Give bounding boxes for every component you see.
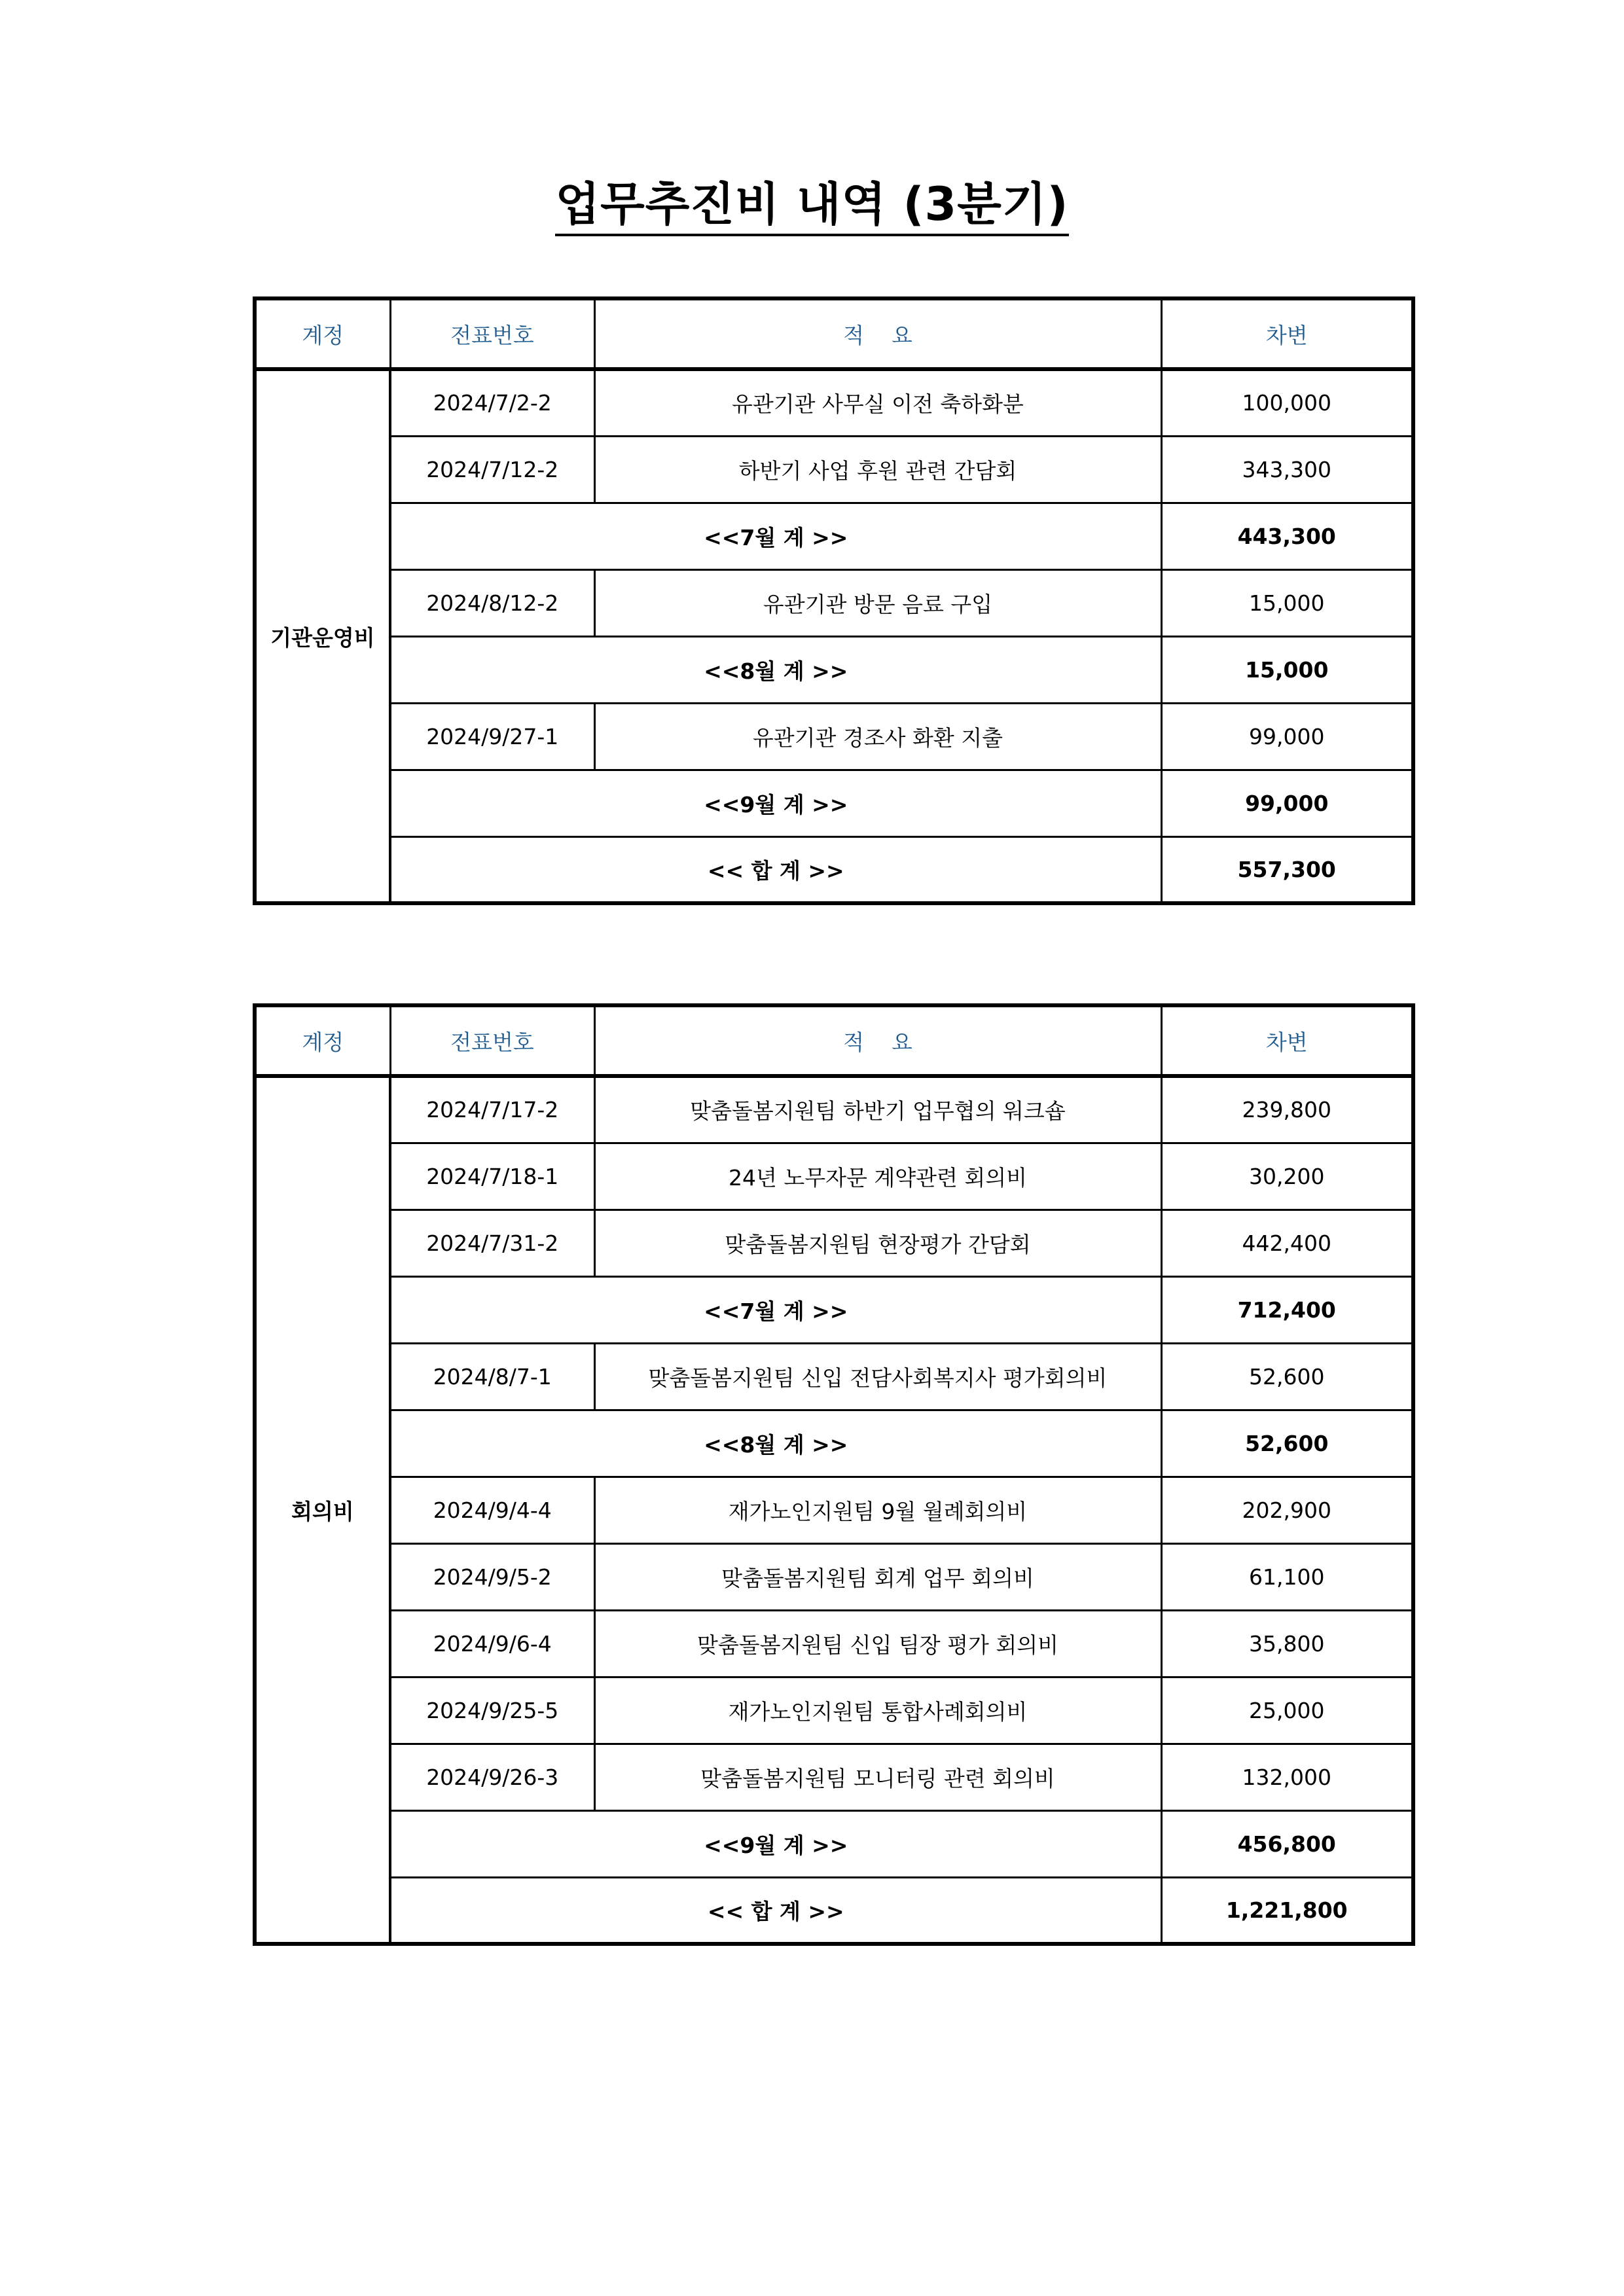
header-voucher: 전표번호 — [390, 298, 594, 369]
subtotal-row — [255, 1276, 1413, 1343]
summary-cell: 맞춤돌봄지원팀 회계 업무 회의비 — [594, 1543, 1161, 1610]
total-amount: 557,300 — [1161, 836, 1413, 903]
summary-cell: 유관기관 사무실 이전 축하화분 — [594, 369, 1161, 436]
amount-cell: 442,400 — [1161, 1210, 1413, 1276]
total-row — [255, 836, 1413, 903]
table-header-row — [255, 1005, 1413, 1076]
voucher-cell: 2024/9/5-2 — [390, 1543, 594, 1610]
voucher-cell: 2024/7/31-2 — [390, 1210, 594, 1276]
header-account: 계정 — [255, 298, 390, 369]
subtotal-amount: 52,600 — [1161, 1410, 1413, 1477]
amount-cell: 35,800 — [1161, 1610, 1413, 1677]
voucher-cell: 2024/7/17-2 — [390, 1076, 594, 1143]
table-row — [255, 1477, 1413, 1543]
table-row — [255, 369, 1413, 436]
table-row — [255, 436, 1413, 503]
header-summary: 적 요 — [594, 298, 1161, 369]
amount-cell: 202,900 — [1161, 1477, 1413, 1543]
subtotal-amount: 712,400 — [1161, 1276, 1413, 1343]
table-row — [255, 1610, 1413, 1677]
voucher-cell: 2024/7/18-1 — [390, 1143, 594, 1210]
summary-cell: 재가노인지원팀 9월 월례회의비 — [594, 1477, 1161, 1543]
amount-cell: 100,000 — [1161, 369, 1413, 436]
subtotal-label: <<8월 계 >> — [390, 636, 1161, 703]
table-header-row — [255, 298, 1413, 369]
voucher-cell: 2024/8/12-2 — [390, 569, 594, 636]
subtotal-row — [255, 1810, 1413, 1877]
table-row — [255, 569, 1413, 636]
subtotal-amount: 99,000 — [1161, 770, 1413, 836]
subtotal-row — [255, 503, 1413, 569]
page-title — [0, 171, 1624, 237]
summary-cell: 맞춤돌봄지원팀 모니터링 관련 회의비 — [594, 1744, 1161, 1810]
voucher-cell: 2024/9/26-3 — [390, 1744, 594, 1810]
subtotal-row — [255, 1410, 1413, 1477]
amount-cell: 239,800 — [1161, 1076, 1413, 1143]
subtotal-amount: 443,300 — [1161, 503, 1413, 569]
table-row — [255, 1677, 1413, 1744]
total-row — [255, 1877, 1413, 1944]
expense-table-meetings — [253, 1003, 1415, 1946]
table-row — [255, 1744, 1413, 1810]
table-row — [255, 1076, 1413, 1143]
amount-cell: 30,200 — [1161, 1143, 1413, 1210]
summary-cell: 유관기관 경조사 화환 지출 — [594, 703, 1161, 770]
voucher-cell: 2024/9/25-5 — [390, 1677, 594, 1744]
summary-cell: 24년 노무자문 계약관련 회의비 — [594, 1143, 1161, 1210]
table-row — [255, 1210, 1413, 1276]
subtotal-row — [255, 770, 1413, 836]
header-debit: 차변 — [1161, 298, 1413, 369]
subtotal-label: <<7월 계 >> — [390, 1276, 1161, 1343]
header-summary: 적 요 — [594, 1005, 1161, 1076]
subtotal-row — [255, 636, 1413, 703]
voucher-cell: 2024/9/6-4 — [390, 1610, 594, 1677]
account-cell: 회의비 — [255, 1076, 390, 1944]
voucher-cell: 2024/9/27-1 — [390, 703, 594, 770]
total-label: << 합 계 >> — [390, 1877, 1161, 1944]
subtotal-label: <<9월 계 >> — [390, 770, 1161, 836]
total-label: << 합 계 >> — [390, 836, 1161, 903]
amount-cell: 15,000 — [1161, 569, 1413, 636]
table-row — [255, 703, 1413, 770]
expense-table-operations — [253, 296, 1415, 905]
amount-cell: 99,000 — [1161, 703, 1413, 770]
subtotal-label: <<9월 계 >> — [390, 1810, 1161, 1877]
header-account: 계정 — [255, 1005, 390, 1076]
summary-cell: 맞춤돌봄지원팀 신입 팀장 평가 회의비 — [594, 1610, 1161, 1677]
summary-cell: 재가노인지원팀 통합사례회의비 — [594, 1677, 1161, 1744]
table-row — [255, 1543, 1413, 1610]
account-cell: 기관운영비 — [255, 369, 390, 903]
table-row — [255, 1343, 1413, 1410]
page-title-text: 업무추진비 내역 (3분기) — [555, 177, 1068, 236]
subtotal-label: <<7월 계 >> — [390, 503, 1161, 569]
subtotal-label: <<8월 계 >> — [390, 1410, 1161, 1477]
amount-cell: 132,000 — [1161, 1744, 1413, 1810]
summary-cell: 유관기관 방문 음료 구입 — [594, 569, 1161, 636]
summary-cell: 하반기 사업 후원 관련 간담회 — [594, 436, 1161, 503]
summary-cell: 맞춤돌봄지원팀 현장평가 간담회 — [594, 1210, 1161, 1276]
voucher-cell: 2024/8/7-1 — [390, 1343, 594, 1410]
voucher-cell: 2024/7/2-2 — [390, 369, 594, 436]
summary-cell: 맞춤돌봄지원팀 신입 전담사회복지사 평가회의비 — [594, 1343, 1161, 1410]
voucher-cell: 2024/9/4-4 — [390, 1477, 594, 1543]
amount-cell: 25,000 — [1161, 1677, 1413, 1744]
amount-cell: 343,300 — [1161, 436, 1413, 503]
amount-cell: 61,100 — [1161, 1543, 1413, 1610]
total-amount: 1,221,800 — [1161, 1877, 1413, 1944]
table-row — [255, 1143, 1413, 1210]
amount-cell: 52,600 — [1161, 1343, 1413, 1410]
header-voucher: 전표번호 — [390, 1005, 594, 1076]
voucher-cell: 2024/7/12-2 — [390, 436, 594, 503]
summary-cell: 맞춤돌봄지원팀 하반기 업무협의 워크숍 — [594, 1076, 1161, 1143]
header-debit: 차변 — [1161, 1005, 1413, 1076]
subtotal-amount: 15,000 — [1161, 636, 1413, 703]
subtotal-amount: 456,800 — [1161, 1810, 1413, 1877]
